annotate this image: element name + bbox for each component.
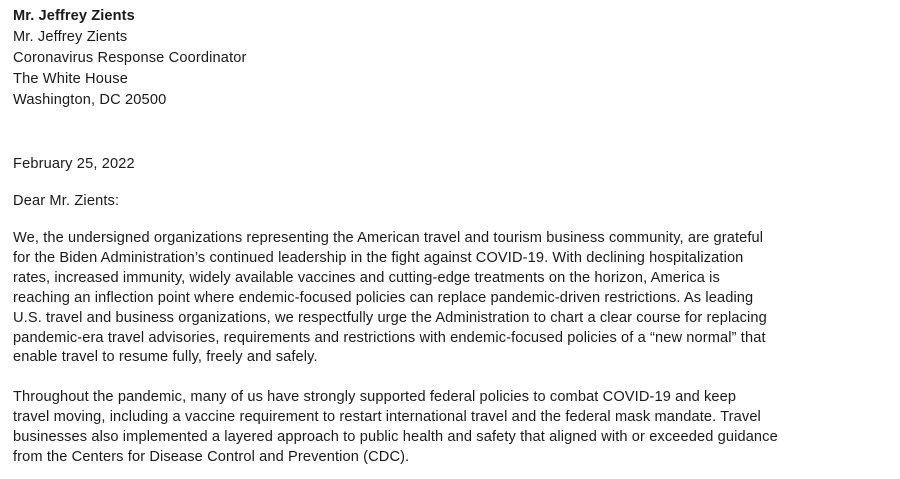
recipient-organization: The White House — [13, 71, 128, 87]
recipient-name: Mr. Jeffrey Zients — [13, 29, 128, 45]
body-paragraph-1 — [13, 229, 893, 368]
paragraph-line: We, the undersigned organizations representing the American travel and tourism business community, are grateful — [13, 230, 764, 246]
recipient-heading: Mr. Jeffrey Zients — [13, 8, 135, 24]
paragraph-line: enable travel to resume fully, freely and safely. — [13, 349, 318, 366]
recipient-title: Coronavirus Response Coordinator — [13, 50, 247, 66]
letter-page — [13, 6, 893, 468]
recipient-address-block — [13, 6, 893, 111]
letter-date: February 25, 2022 — [13, 156, 135, 172]
paragraph-line: U.S. travel and business organizations, we respectfully urge the Administration to chart a clear course for replacing — [13, 309, 767, 326]
paragraph-line: pandemic-era travel advisories, requirements and restrictions with endemic-focused policies of a “new normal” that — [13, 329, 766, 346]
paragraph-line: travel moving, including a vaccine requirement to restart international travel and the federal mask mandate. Travel — [13, 409, 761, 426]
paragraph-line: Throughout the pandemic, many of us have strongly supported federal policies to combat COVID-19 and keep — [13, 389, 737, 406]
paragraph-line: reaching an inflection point where endemic-focused policies can replace pandemic-driven restrictions. As leading — [13, 289, 754, 306]
paragraph-line: businesses also implemented a layered approach to public health and safety that aligned with or exceeded guidance — [13, 429, 778, 446]
recipient-city-state-zip: Washington, DC 20500 — [13, 92, 167, 108]
paragraph-line: rates, increased immunity, widely available vaccines and cutting-edge treatments on the horizon, America is — [13, 269, 720, 286]
body-paragraph-2 — [13, 388, 893, 468]
paragraph-line: from the Centers for Disease Control and Prevention (CDC). — [13, 449, 410, 466]
salutation: Dear Mr. Zients: — [13, 193, 120, 209]
paragraph-line: for the Biden Administration’s continued leadership in the fight against COVID-19. With declining hospitalization — [13, 249, 744, 266]
